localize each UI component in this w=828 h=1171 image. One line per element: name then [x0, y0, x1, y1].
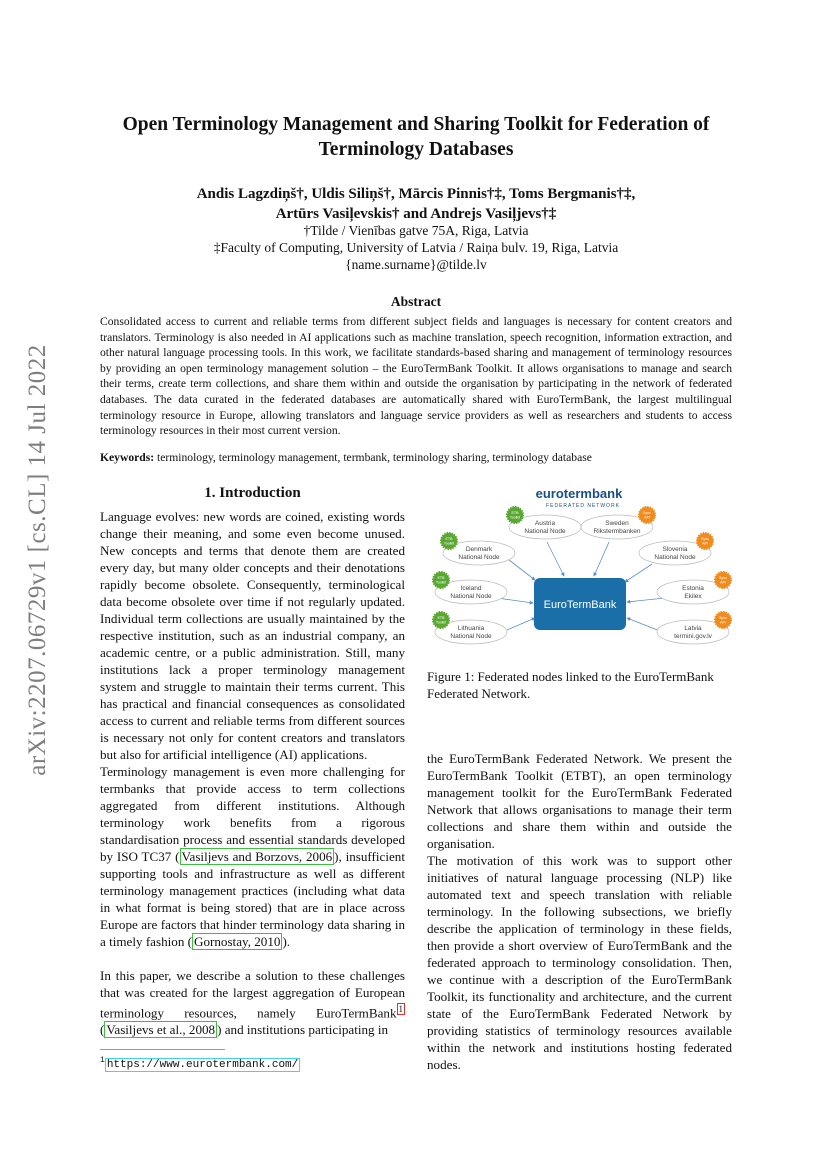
left-column: [100, 508, 405, 1038]
text-span: Terminology management is even more challenging for termbanks that provide access to term collections aggregated from different institutions. Although terminology work benefits from a rigorous standardisation process and essential standards developed by ISO TC37 (: [100, 764, 405, 864]
intro-paragraph-3: [100, 967, 405, 1038]
badge-label: Sync: [719, 576, 727, 580]
email: {name.surname}@tilde.lv: [345, 257, 487, 272]
section-heading: 1. Introduction: [204, 485, 301, 501]
network-node: [581, 507, 655, 539]
network-node: [507, 507, 581, 539]
badge-label: API: [702, 541, 708, 546]
paper-title: [100, 112, 732, 162]
node-subtitle: National Node: [524, 528, 566, 535]
badge-label: ETB: [511, 511, 519, 515]
text-span: (: [100, 1022, 105, 1038]
abstract-heading: Abstract: [390, 294, 442, 309]
network-node: [433, 572, 507, 604]
text-span: In this paper, we describe a solution to these challenges that was created for the largest aggregation of European terminology resources, namely EuroTermBank: [100, 968, 405, 1021]
figure-federated-network: [427, 480, 737, 660]
node-name: Sweden: [605, 520, 629, 527]
title-line-1: Open Terminology Management and Sharing Toolkit for Federation of: [122, 114, 710, 135]
footnote-number: 1: [100, 1056, 105, 1065]
node-name: Estonia: [682, 585, 704, 592]
text-span: ).: [282, 934, 291, 949]
affiliation-2: ‡Faculty of Computing, University of Latvia / Raiņa bulv. 19, Riga, Latvia: [213, 240, 619, 255]
citation-link[interactable]: Gornostay, 2010: [194, 934, 281, 949]
badge-label: API: [720, 580, 726, 585]
node-subtitle: National Node: [450, 593, 492, 600]
authors-line-2: Artūrs Vasiļevskis† and Andrejs Vasiļjevs†‡: [275, 206, 557, 222]
node-name: Slovenia: [662, 546, 688, 553]
footnote-url-link[interactable]: https://www.eurotermbank.com/: [106, 1058, 299, 1071]
badge-label: ETB: [437, 616, 445, 620]
badge-label: ETB: [445, 537, 453, 541]
authors-line-1: Andis Lagzdiņš†, Uldis Siliņš†, Mārcis Pinnis†‡, Toms Bergmanis†‡,: [196, 186, 636, 202]
citation-link[interactable]: Vasiljevs et al., 2008: [106, 1022, 216, 1038]
figure-logo-sub: FEDERATED NETWORK: [546, 503, 620, 509]
network-node: [657, 572, 731, 604]
abstract-text: Consolidated access to current and reliable terms from different subject fields and languages is necessary for content creators and translators. Terminology is also needed in AI applications such as machine translation, speech recognition, information extraction, and other natural language processing tools. In this work, we facilitate standards-based sharing and management of terminology resources by providing an open terminology management solution – the EuroTermBank Toolkit. It allows organisations to manage and search their terms, create term collections, and share them within and outside the organisation by participating in the network of federated databases. The data curated in the federated databases are automatically shared with EuroTermBank, the largest multilingual terminology resource in Europe, allowing translators and language service providers as well as researchers and students to access terminology resources in their most current version.: [100, 315, 732, 438]
footnote-marker[interactable]: 1: [398, 1004, 403, 1014]
footnote-rule: [100, 1049, 225, 1050]
node-name: Iceland: [460, 585, 482, 592]
node-subtitle: National Node: [458, 554, 500, 561]
network-node: [433, 612, 507, 644]
intro-paragraph-1: Language evolves: new words are coined, existing words change their meaning, and some even become unused. New concepts and terms that denote them are created every day, but many older concepts and their denotations rapidly become obsolete. Consequently, terminological data become obsolete over time if not regularly updated. Individual term collections are usually maintained by the respective institution, such as an industrial company, an academic centre, or a public administration. Still, many institutions lack a proper terminology management system and struggle to maintain their terms current. This has practical and financial consequences as consolidated access to current and reliable terms from different sources is necessary not only for content creators and translators but also for artificial intelligence (AI) applications.: [100, 509, 405, 762]
intro-paragraph-right-1: the EuroTermBank Federated Network. We present the EuroTermBank Toolkit (ETBT), an open terminology management toolkit for the EuroTermBank Federated Network that allows organisations to manage their term collections and share them within and outside the organisation.: [427, 751, 732, 851]
figure-logo: eurotermbank: [535, 486, 623, 501]
badge-label: Sync: [719, 616, 727, 620]
badge-label: API: [720, 620, 726, 625]
node-name: Denmark: [465, 546, 493, 553]
badge-label: Toolkit: [435, 620, 447, 625]
arxiv-id: arXiv:2207.06729v1 [cs.CL] 14 Jul 2022: [24, 344, 51, 776]
footnote: [100, 1056, 300, 1071]
node-subtitle: Ekilex: [684, 593, 702, 600]
right-column: [427, 750, 732, 1073]
center-label: EuroTermBank: [543, 599, 617, 611]
network-node: [639, 533, 713, 565]
keywords-text: terminology, terminology management, termbank, terminology sharing, terminology database: [154, 451, 592, 464]
arxiv-sidebar: [18, 260, 58, 860]
badge-label: Sync: [643, 511, 651, 515]
affiliation-1: †Tilde / Vienības gatve 75A, Riga, Latvia: [303, 223, 529, 238]
node-name: Lithuania: [457, 625, 485, 632]
intro-paragraph-2: [100, 763, 405, 950]
node-subtitle: National Node: [450, 633, 492, 640]
affiliations: [100, 222, 732, 273]
badge-label: Toolkit: [509, 515, 521, 520]
citation-link[interactable]: Vasiljevs and Borzovs, 2006: [181, 849, 333, 864]
node-subtitle: Rikstermbanken: [593, 528, 641, 535]
keywords: [100, 450, 732, 465]
badge-label: Toolkit: [435, 580, 447, 585]
node-subtitle: National Node: [654, 554, 696, 561]
network-node: [657, 612, 731, 644]
badge-label: Sync: [701, 537, 709, 541]
keywords-label: Keywords:: [100, 451, 155, 464]
badge-label: Toolkit: [443, 541, 455, 546]
intro-paragraph-right-2: The motivation of this work was to support other initiatives of natural language processing (NLP) like automated text and speech translation with reliable terminology. In the following subsections, we briefly describe the application of terminology in these fields, then provide a short overview of EuroTermBank and the federated approach to terminology consolidation. Then, we continue with a description of the EuroTermBank Toolkit, its functionality and architecture, and the current state of the EuroTermBank Federated Network by providing statistics of terminology resources available within the network and institutions hosting federated nodes.: [427, 853, 732, 1072]
figure-caption: Figure 1: Federated nodes linked to the EuroTermBank Federated Network.: [427, 669, 714, 701]
text-span: ) and institutions participating in: [217, 1022, 389, 1038]
node-subtitle: termini.gov.lv: [674, 633, 712, 640]
network-node: [441, 533, 515, 565]
node-name: Austria: [534, 520, 556, 527]
badge-label: API: [644, 515, 650, 520]
node-name: Latvia: [684, 625, 702, 632]
badge-label: ETB: [437, 576, 445, 580]
authors: [100, 184, 732, 224]
text-span: ), insufficient supporting tools and infrastructure as well as different terminology management practices (including what data in what format is being stored) that are in place across Europe are factors that hinder terminology data sharing in a timely fashion (: [100, 849, 405, 949]
title-line-2: Terminology Databases: [318, 139, 514, 160]
